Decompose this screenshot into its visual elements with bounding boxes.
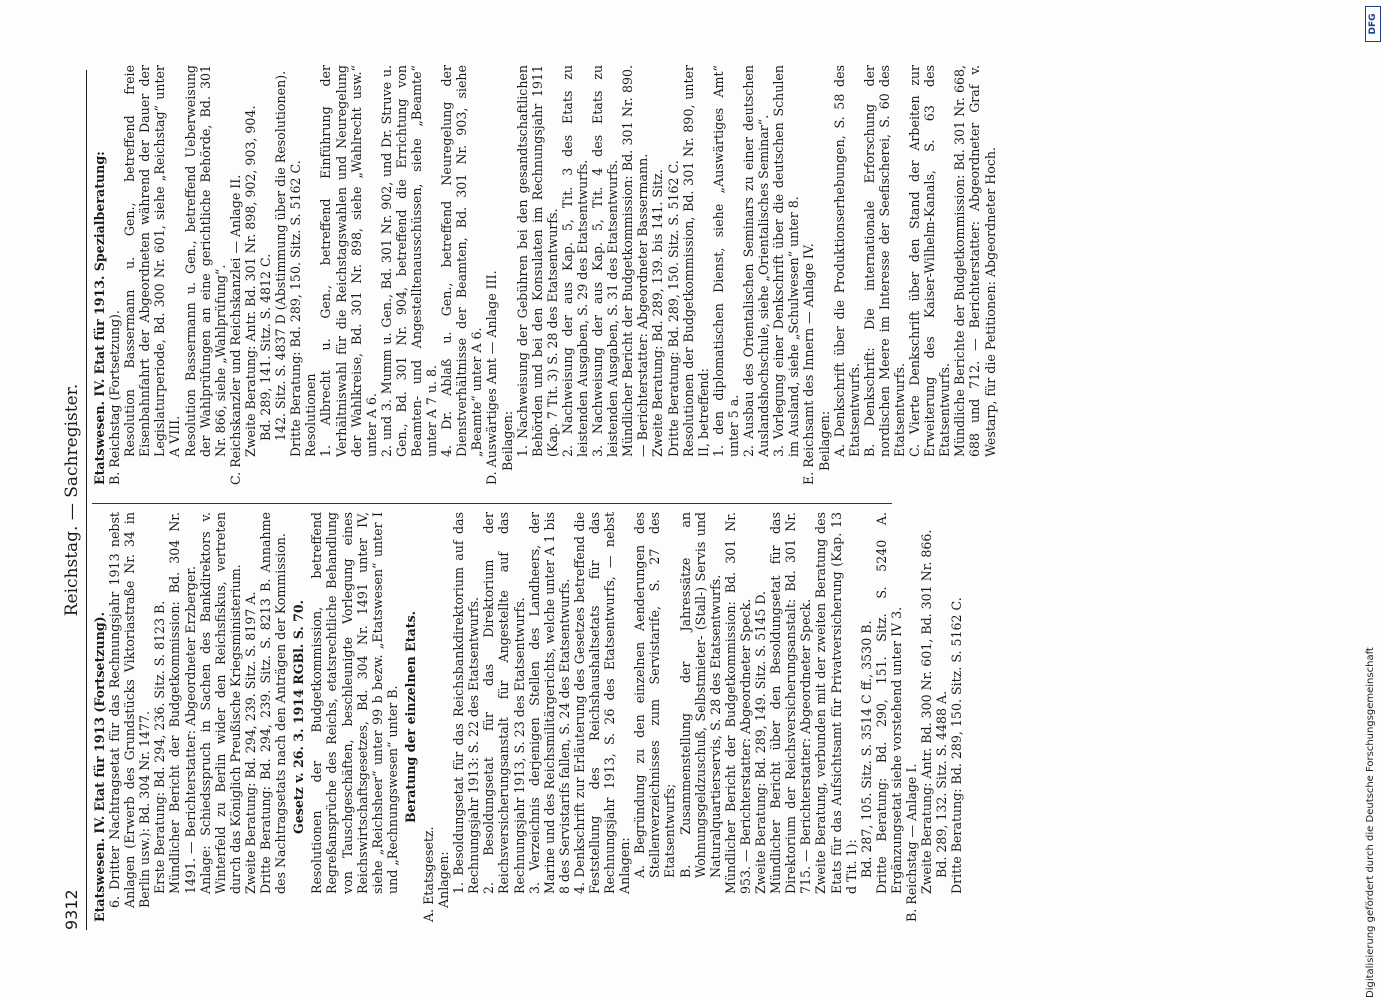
entry-paragraph: 1. Besoldungsetat für das Reichsbankdirektorium auf das Rechnungsjahr 1913: S. 22 des Etatsentwurfs. — [451, 512, 482, 894]
entry-paragraph: Resolutionen der Budgetkommission, betreffend Regreßansprüche des Reichs, etatsrechtliche Behandlung von Tauschgeschäften, beschleunigte Vorlegung eines Reichswirtschaftsgesetzes, Bd. 304 Nr. 1491 unter IV, siehe „Reichsheer“ unter 99 b bezw. „Etatswesen“ unter I und „Rechnungswesen“ unter B. — [309, 512, 400, 894]
entry-paragraph: Bd. 287, 105. Sitz. S. 3514 C ff., 3530 B. — [858, 620, 874, 878]
entry-paragraph: Dritte Beratung: Bd. 289, 150. Sitz. S. 5162 C. — [949, 597, 965, 894]
entry-paragraph: Resolutionen der Budgetkommission, Bd. 301 Nr. 890, unter II, betreffend: — [680, 65, 711, 457]
entry-paragraph: 1. Albrecht u. Gen., betreffend Einführung der Verhältniswahl für die Reichstagswahlen und Neuregelung der Wahlkreise, Bd. 301 Nr. 898, siehe „Wahlrecht usw.“ unter A 6. — [318, 65, 379, 457]
entry-paragraph: Dritte Beratung: Bd. 290, 151. Sitz. S. 5240 A. Ergänzungsetat siehe vorstehend unter IV 3. — [873, 512, 904, 894]
entry-paragraph: E. Reichsamt des Innern — Anlage IV. — [801, 243, 817, 485]
entry-paragraph: Etatswesen. IV. Etat für 1913 (Fortsetzung). — [92, 612, 107, 922]
entry-paragraph: Mündlicher Bericht über den Besoldungsetat für das Direktorium der Reichsversicherungsanstalt: Bd. 301 Nr. 715. — Berichterstatter: Abgeordneter Speck. — [768, 512, 814, 894]
entry-paragraph: Beilagen: — [499, 410, 515, 471]
entry-paragraph: A. Denkschrift über die Produktionserhebungen, S. 58 des Etatsentwurfs. — [831, 65, 862, 457]
entry-paragraph: Zweite Beratung: Bd. 294, 239. Sitz. S. 8197 A. — [242, 591, 258, 894]
entry-paragraph: Zweite Beratung: Bd. 289, 149. Sitz. S. 5145 D. — [753, 590, 769, 894]
entry-paragraph: 142. Sitz. S. 4837 D (Abstimmung über die Resolutionen). — [273, 70, 289, 441]
page-header — [62, 70, 92, 930]
entry-paragraph: B. Reichstag (Fortsetzung). — [107, 310, 123, 485]
header-rule — [86, 70, 87, 930]
entry-paragraph: 2. Nachweisung der aus Kap. 5, Tit. 3 des Etats zu leistenden Ausgaben, S. 29 des Etatsentwurfs. — [559, 65, 590, 457]
entry-paragraph: Zweite Beratung: Antr. Bd. 300 Nr. 601, Bd. 301 Nr. 866. — [919, 529, 935, 894]
entry-paragraph: Dritte Beratung: Bd. 289, 150. Sitz. S. 5162 C. — [665, 160, 681, 457]
entry-paragraph: Zweite Beratung, verbunden mit der zweiten Beratung des Etats für das Aufsichtsamt für Privatversicherung (Kap. 13 d Tit. 1): — [813, 512, 859, 894]
dfg-logo — [1365, 6, 1381, 42]
funding-note — [1358, 8, 1383, 998]
entry-paragraph: 6. Dritter Nachtragsetat für das Rechnungsjahr 1913 nebst Anlagen (Erwerb des Grundstücks Viktoriastraße Nr. 34 in Berlin usw.): Bd. 304 Nr. 1477. — [107, 512, 153, 908]
entry-paragraph: 3. Nachweisung der aus Kap. 5, Tit. 4 des Etats zu leistenden Ausgaben, S. 31 des Etatsentwurfs. — [590, 65, 621, 457]
entry-paragraph: 4. Dr. Ablaß u. Gen., betreffend Neuregelung der Dienstverhältnisse der Beamten, Bd. 301 Nr. 903, siehe „Beamte“ unter A 6. — [439, 65, 485, 457]
entry-paragraph: Zweite Beratung: Antr. Bd. 301 Nr. 898, 902, 903, 904. — [242, 105, 258, 457]
entry-paragraph: A. Begründung zu den einzelnen Aenderungen des Stellenverzeichnisses zum Servistarife, S. 27 des Etatsentwurfs; — [632, 512, 678, 878]
entry-paragraph: Dritte Beratung: Bd. 294, 239. Sitz. S. 8213 B. Annahme des Nachtragsetats nach den Anträgen der Kommission. — [258, 512, 289, 894]
entry-paragraph: Dritte Beratung: Bd. 289, 150. Sitz. S. 5162 C. — [288, 160, 304, 457]
entry-paragraph: C. Vierte Denkschrift über den Stand der Arbeiten zur Erweiterung des Kaiser-Wilhelm-Kanals, S. 63 des Etatsentwurfs. — [907, 65, 953, 457]
page-number: 9312 — [62, 889, 81, 930]
entry-paragraph: Resolution Bassermann u. Gen., betreffend freie Eisenbahnfahrt der Abgeordneten während der Dauer der Legislaturperiode, Bd. 300 Nr. 601, siehe „Reichstag“ unter A VIII. — [122, 65, 183, 457]
entry-paragraph: 1. Nachweisung der Gebühren bei den gesandtschaftlichen Behörden und bei den Konsulaten im Rechnungsjahr 1911 (Kap. 7 Tit. 3) S. 28 des Etatsentwurfs. — [514, 65, 560, 457]
entry-paragraph: Erste Beratung: Bd. 294, 236. Sitz. S. 8123 B. — [152, 600, 168, 894]
entry-paragraph: C. Reichskanzler und Reichskanzlei — Anlage II. — [227, 174, 243, 485]
entry-paragraph: Bd. 289, 132. Sitz. S. 4488 A. — [934, 690, 950, 878]
right-column — [92, 65, 998, 485]
entry-paragraph: 1. den diplomatischen Dienst, siehe „Auswärtiges Amt“ unter 5 a. — [710, 65, 741, 457]
entry-paragraph: Etatswesen. IV. Etat für 1913. Spezialberatung: — [92, 151, 107, 485]
entry-paragraph: Beilagen: — [816, 410, 832, 471]
entry-paragraph: Bd. 289, 141. Sitz. S. 4812 C. — [258, 253, 274, 441]
entry-paragraph: Mündlicher Bericht der Budgetkommission: Bd. 304 Nr. 1491. — Berichterstatter: Abgeordneter Erzberger. — [167, 512, 198, 894]
entry-paragraph: 4. Denkschrift zur Erläuterung des Gesetzes betreffend die Feststellung des Reichshaushaltsetats für das Rechnungsjahr 1913, S. 26 des Etatsentwurfs, — nebst Anlagen: — [571, 512, 633, 894]
left-column — [92, 512, 964, 922]
entry-paragraph: A. Etatsgesetz. — [420, 826, 436, 922]
column-divider — [92, 503, 892, 504]
entry-paragraph: B. Denkschrift: Die internationale Erforschung der nordischen Meere im Interesse der Seefischerei, S. 60 des Etatsentwurfs. — [861, 65, 907, 457]
entry-paragraph: Mündlicher Bericht der Budgetkommission: Bd. 301 Nr. 953. — Berichterstatter: Abgeordneter Speck. — [722, 512, 753, 894]
entry-paragraph: 2. Ausbau des Orientalischen Seminars zu einer deutschen Auslandshochschule, siehe „Orientalisches Seminar“. — [741, 65, 772, 457]
entry-paragraph: 3. Verzeichnis derjenigen Stellen des Landheers, der Marine und des Reichsmilitärgerichts, welche unter A 1 bis 8 des Servistarifs fallen, S. 24 des Etatsentwurfs. — [526, 512, 572, 894]
entry-paragraph: Beratung der einzelnen Etats. — [402, 610, 418, 824]
entry-paragraph: Resolution Bassermann u. Gen., betreffend Ueberweisung der Wahlprüfungen an eine gerichtliche Behörde, Bd. 301 Nr. 866, siehe „Wahlprüfung“. — [182, 65, 228, 457]
entry-paragraph: Anlage: Schiedsspruch in Sachen des Bankdirektors v. Winterfeld zu Berlin wider den Reichsfiskus, vertreten durch das Königlich Preußische Kriegsministerium. — [197, 512, 243, 894]
dfg-logo-text: DFG — [1368, 13, 1378, 35]
entry-paragraph: Mündliche Berichte der Budgetkommission: Bd. 301 Nr. 668, 688 und 712. — Berichterstatter: Abgeordneter Graf v. Westarp, für die Petitionen: Abgeordneter Hoch. — [952, 65, 998, 457]
entry-paragraph: 3. Vorlegung einer Denkschrift über die deutschen Schulen im Ausland, siehe „Schulwesen“ unter 8. — [771, 65, 802, 457]
entry-paragraph: 2. Besoldungsetat für das Direktorium der Reichsversicherungsanstalt für Angestellte auf das Rechnungsjahr 1913, S. 23 des Etatsentwurfs. — [481, 512, 527, 894]
entry-paragraph: B. Reichstag — Anlage I. — [903, 763, 919, 922]
entry-paragraph: D. Auswärtiges Amt — Anlage III. — [484, 270, 500, 485]
entry-paragraph: Zweite Beratung: Bd. 289, 139. bis 141. Sitz. — [650, 169, 666, 457]
entry-paragraph: Gesetz v. 26. 3. 1914 RGBl. S. 70. — [291, 599, 307, 835]
funding-note-text: Digitalisierung gefördert durch die Deutsche Forschungsgemeinschaft — [1365, 647, 1376, 998]
entry-paragraph: Anlagen: — [436, 851, 452, 908]
page-title: Reichstag. — Sachregister. — [62, 383, 82, 617]
entry-paragraph: Mündlicher Bericht der Budgetkommission: Bd. 301 Nr. 890. — Berichterstatter: Abgeordneter Bassermann. — [620, 65, 651, 457]
entry-paragraph: Resolutionen — [303, 373, 319, 457]
entry-paragraph: B. Zusammenstellung der Jahressätze an Wohnungsgeldzuschuß, Selbstmieter- (Stall-) Servis und Naturalquartierservis, S. 28 des Etatsentwurfs. — [677, 512, 723, 878]
entry-paragraph: 2. und 3. Mumm u. Gen., Bd. 301 Nr. 902, und Dr. Struve u. Gen., Bd. 301 Nr. 904, betreffend die Errichtung von Beamten- und Angestelltenausschüssen, siehe „Beamte“ unter A 7 u. 8. — [378, 65, 440, 457]
